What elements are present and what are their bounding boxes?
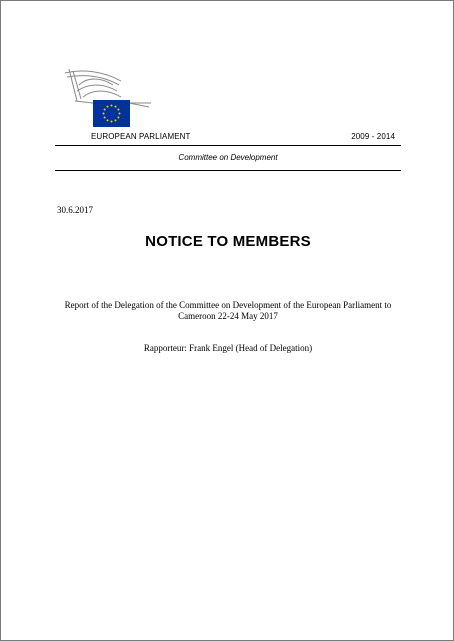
document-subject — [55, 300, 401, 322]
subject-line-1: Report of the Delegation of the Committee on Development of the European Parliament to — [64, 300, 392, 310]
committee-name: Committee on Development — [178, 153, 278, 162]
document-date: 30.6.2017 — [57, 205, 93, 215]
document-title: NOTICE TO MEMBERS — [145, 233, 311, 250]
header-divider-top — [55, 145, 401, 146]
subject-line-2: Cameroon 22-24 May 2017 — [178, 311, 278, 321]
organisation-name: EUROPEAN PARLIAMENT — [91, 132, 191, 141]
header-divider-bottom — [55, 170, 401, 171]
eu-flag-icon — [93, 100, 130, 127]
rapporteur-line: Rapporteur: Frank Engel (Head of Delegation) — [143, 343, 313, 353]
parliamentary-term: 2009 - 2014 — [351, 132, 395, 141]
